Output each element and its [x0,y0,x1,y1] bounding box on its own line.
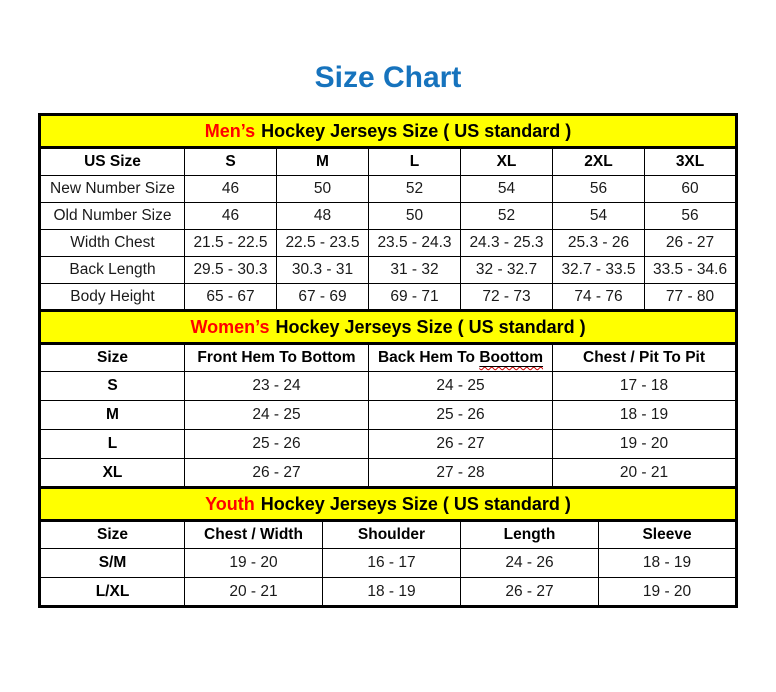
womens-row-label-cell: XL [40,459,185,488]
mens-value-cell: 54 [553,203,645,230]
womens-header-row [40,344,737,372]
mens-row-label-cell: New Number Size [40,176,185,203]
mens-value-cell: 25.3 - 26 [553,230,645,257]
mens-value-cell: 30.3 - 31 [277,257,369,284]
size-tables-container [38,113,735,608]
mens-section-title [40,115,737,148]
mens-value-cell: 22.5 - 23.5 [277,230,369,257]
mens-band-highlight: Men’s [204,120,256,141]
mens-value-cell: 31 - 32 [369,257,461,284]
youth-band-rest: Hockey Jerseys Size ( US standard ) [260,493,571,514]
womens-value-cell: 19 - 20 [553,430,737,459]
mens-table-row [40,203,737,230]
womens-value-cell: 24 - 25 [369,372,553,401]
womens-table-row [40,430,737,459]
mens-header-row [40,148,737,176]
mens-value-cell: 21.5 - 22.5 [185,230,277,257]
mens-row-label-cell: Body Height [40,284,185,311]
youth-value-cell: 26 - 27 [461,578,599,607]
mens-value-cell: 48 [277,203,369,230]
mens-value-cell: 52 [461,203,553,230]
mens-value-cell: 54 [461,176,553,203]
womens-size-table [38,309,738,489]
mens-size-table [38,113,738,312]
mens-row-label-cell: Width Chest [40,230,185,257]
womens-row-label-cell: L [40,430,185,459]
womens-value-cell: 17 - 18 [553,372,737,401]
mens-column-header: 3XL [645,148,737,176]
mens-column-header: L [369,148,461,176]
mens-value-cell: 33.5 - 34.6 [645,257,737,284]
mens-band-rest: Hockey Jerseys Size ( US standard ) [261,120,572,141]
youth-column-header: Size [40,521,185,549]
mens-value-cell: 69 - 71 [369,284,461,311]
mens-value-cell: 32.7 - 33.5 [553,257,645,284]
youth-section-title [40,488,737,521]
youth-section-band [40,488,737,521]
mens-column-header: S [185,148,277,176]
youth-table-row [40,549,737,578]
womens-column-header: Front Hem To Bottom [185,344,369,372]
mens-table-row [40,284,737,311]
womens-value-cell: 23 - 24 [185,372,369,401]
mens-column-header: XL [461,148,553,176]
youth-row-label-cell: L/XL [40,578,185,607]
womens-row-label-cell: S [40,372,185,401]
mens-value-cell: 32 - 32.7 [461,257,553,284]
womens-value-cell: 18 - 19 [553,401,737,430]
mens-section-band [40,115,737,148]
mens-value-cell: 23.5 - 24.3 [369,230,461,257]
youth-value-cell: 18 - 19 [323,578,461,607]
mens-table-row [40,257,737,284]
mens-column-header: 2XL [553,148,645,176]
page-title: Size Chart [314,61,462,94]
mens-value-cell: 46 [185,203,277,230]
womens-column-header-prefix: Back Hem To [377,349,480,366]
youth-value-cell: 19 - 20 [185,549,323,578]
womens-row-label-cell: M [40,401,185,430]
mens-column-header: US Size [40,148,185,176]
youth-value-cell: 20 - 21 [185,578,323,607]
mens-value-cell: 74 - 76 [553,284,645,311]
mens-value-cell: 46 [185,176,277,203]
mens-value-cell: 50 [369,203,461,230]
mens-value-cell: 65 - 67 [185,284,277,311]
womens-section-title [40,311,737,344]
womens-value-cell: 25 - 26 [369,401,553,430]
youth-table-row [40,578,737,607]
womens-value-cell: 26 - 27 [369,430,553,459]
misspelled-word-squiggle [479,349,543,366]
mens-row-label-cell: Back Length [40,257,185,284]
womens-column-header: Chest / Pit To Pit [553,344,737,372]
mens-value-cell: 29.5 - 30.3 [185,257,277,284]
mens-value-cell: 24.3 - 25.3 [461,230,553,257]
womens-section-band [40,311,737,344]
womens-value-cell: 25 - 26 [185,430,369,459]
mens-value-cell: 26 - 27 [645,230,737,257]
womens-band-highlight: Women’s [190,316,270,337]
youth-row-label-cell: S/M [40,549,185,578]
womens-column-header: Size [40,344,185,372]
mens-value-cell: 56 [553,176,645,203]
womens-value-cell: 27 - 28 [369,459,553,488]
youth-size-table [38,486,738,608]
mens-value-cell: 67 - 69 [277,284,369,311]
youth-value-cell: 19 - 20 [599,578,737,607]
womens-table-row [40,459,737,488]
womens-table-row [40,401,737,430]
mens-value-cell: 72 - 73 [461,284,553,311]
youth-column-header: Shoulder [323,521,461,549]
youth-column-header: Sleeve [599,521,737,549]
womens-column-header-underlined-word: Boottom [479,349,544,366]
mens-table-row [40,230,737,257]
youth-header-row [40,521,737,549]
youth-value-cell: 24 - 26 [461,549,599,578]
womens-table-row [40,372,737,401]
mens-value-cell: 77 - 80 [645,284,737,311]
mens-value-cell: 60 [645,176,737,203]
womens-band-rest: Hockey Jerseys Size ( US standard ) [275,316,586,337]
womens-value-cell: 26 - 27 [185,459,369,488]
womens-value-cell: 24 - 25 [185,401,369,430]
youth-value-cell: 16 - 17 [323,549,461,578]
youth-column-header: Chest / Width [185,521,323,549]
womens-value-cell: 20 - 21 [553,459,737,488]
mens-table-row [40,176,737,203]
womens-column-header [369,344,553,372]
youth-value-cell: 18 - 19 [599,549,737,578]
mens-value-cell: 56 [645,203,737,230]
mens-row-label-cell: Old Number Size [40,203,185,230]
mens-value-cell: 50 [277,176,369,203]
youth-column-header: Length [461,521,599,549]
mens-value-cell: 52 [369,176,461,203]
mens-column-header: M [277,148,369,176]
youth-band-highlight: Youth [205,493,255,514]
